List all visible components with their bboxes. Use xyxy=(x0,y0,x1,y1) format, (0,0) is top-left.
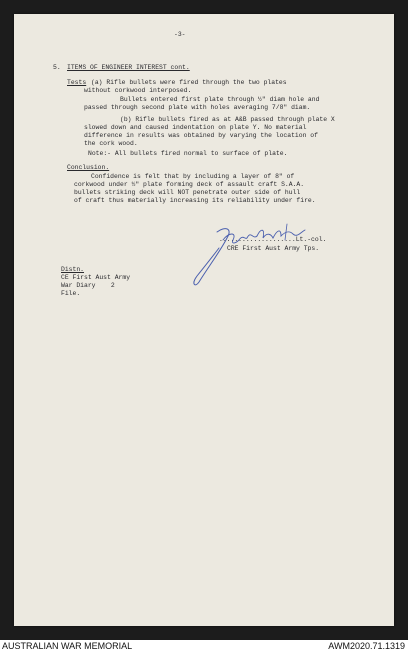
typed-document xyxy=(14,14,394,626)
distribution-label: Distn. xyxy=(61,266,85,273)
section-heading: ITEMS OF ENGINEER INTEREST cont. xyxy=(67,64,190,71)
conclusion-label: Conclusion. xyxy=(67,164,110,171)
footer-bar xyxy=(0,640,408,653)
footer-credit: AUSTRALIAN WAR MEMORIAL xyxy=(2,641,133,651)
tests-a-line-2: without corkwood interposed. xyxy=(84,87,192,94)
tests-a-line-1: (a) Rifle bullets were fired through the two plates xyxy=(91,79,287,86)
page-number: -3- xyxy=(174,31,186,38)
signatory-title: CRE First Aust Army Tps. xyxy=(227,245,320,252)
section-number: 5. xyxy=(53,64,61,71)
tests-a-line-3: Bullets entered first plate through ½" diam hole and xyxy=(120,96,320,103)
conclusion-line-1: Confidence is felt that by including a layer of 8" of xyxy=(91,173,295,180)
tests-a-line-4: passed through second plate with holes averaging 7/8" diam. xyxy=(84,104,311,111)
conclusion-line-4: of craft thus materially increasing its reliability under fire. xyxy=(74,197,316,204)
conclusion-line-2: corkwood under ½" plate forming deck of assault craft S.A.A. xyxy=(74,181,305,188)
distribution-item-3: File. xyxy=(61,290,81,297)
tests-b-line-2: slowed down and caused indentation on plate Y. No material xyxy=(84,124,307,131)
conclusion-line-3: bullets striking deck will NOT penetrate outer side of hull xyxy=(74,189,301,196)
tests-label: Tests xyxy=(67,79,87,86)
tests-b-line-3: difference in results was obtained by varying the location of xyxy=(84,132,318,139)
distribution-item-1: CE First Aust Army xyxy=(61,274,131,281)
tests-b-line-4: the cork wood. xyxy=(84,140,138,147)
handwritten-signature xyxy=(189,220,309,290)
footer-reference: AWM2020.71.1319 xyxy=(328,641,405,651)
signature-line: ....................Lt.-col. xyxy=(219,236,327,243)
distribution-item-2: War Diary 2 xyxy=(61,282,115,289)
tests-b-line-1: (b) Rifle bullets fired as at A&B passed through plate X xyxy=(120,116,335,123)
document-page xyxy=(14,14,394,626)
tests-note: Note:- All bullets fired normal to surface of plate. xyxy=(88,150,288,157)
